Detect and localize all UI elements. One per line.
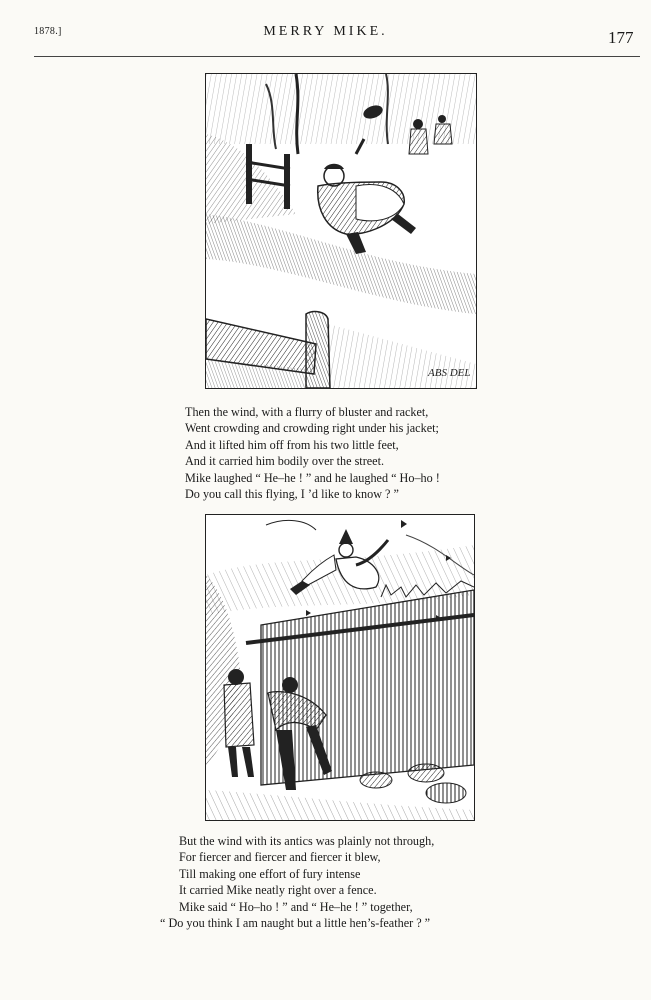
engraving-2 <box>206 515 474 820</box>
illustration-boy-lifted-by-wind <box>205 73 477 389</box>
stanza-2 <box>160 833 434 931</box>
verse-line: Do you call this flying, I ’d like to know ? ” <box>185 487 399 502</box>
verse-line: Mike laughed “ He–he ! ” and he laughed “ Ho–ho ! <box>185 470 440 485</box>
verse-line: Then the wind, with a flurry of bluster and racket, <box>185 405 429 419</box>
page-number: 177 <box>608 28 634 47</box>
verse-line: Went crowding and crowding right under his jacket; <box>185 421 439 436</box>
page-header <box>0 0 651 60</box>
verse-line: “ Do you think I am naught but a little hen’s-feather ? ” <box>160 916 431 931</box>
verse-line: Till making one effort of fury intense <box>179 866 361 881</box>
verse-line: Mike said “ Ho–ho ! ” and “ He–he ! ” together, <box>179 899 413 914</box>
verse-line: And it carried him bodily over the street. <box>185 454 385 469</box>
verse-line: But the wind with its antics was plainly not through, <box>179 834 435 848</box>
illustration-boy-over-fence <box>205 514 475 821</box>
artist-signature: ABS DEL <box>428 367 471 379</box>
verse-line: It carried Mike neatly right over a fence. <box>179 883 377 898</box>
header-year: 1878.] <box>34 26 62 37</box>
stanza-1 <box>185 404 440 502</box>
verse-line: And it lifted him off from his two little feet, <box>185 437 399 452</box>
engraving-1 <box>206 74 476 388</box>
header-rule <box>34 56 640 57</box>
verse-line: For fiercer and fiercer and fiercer it blew, <box>179 850 381 865</box>
running-title: MERRY MIKE. <box>263 24 388 39</box>
